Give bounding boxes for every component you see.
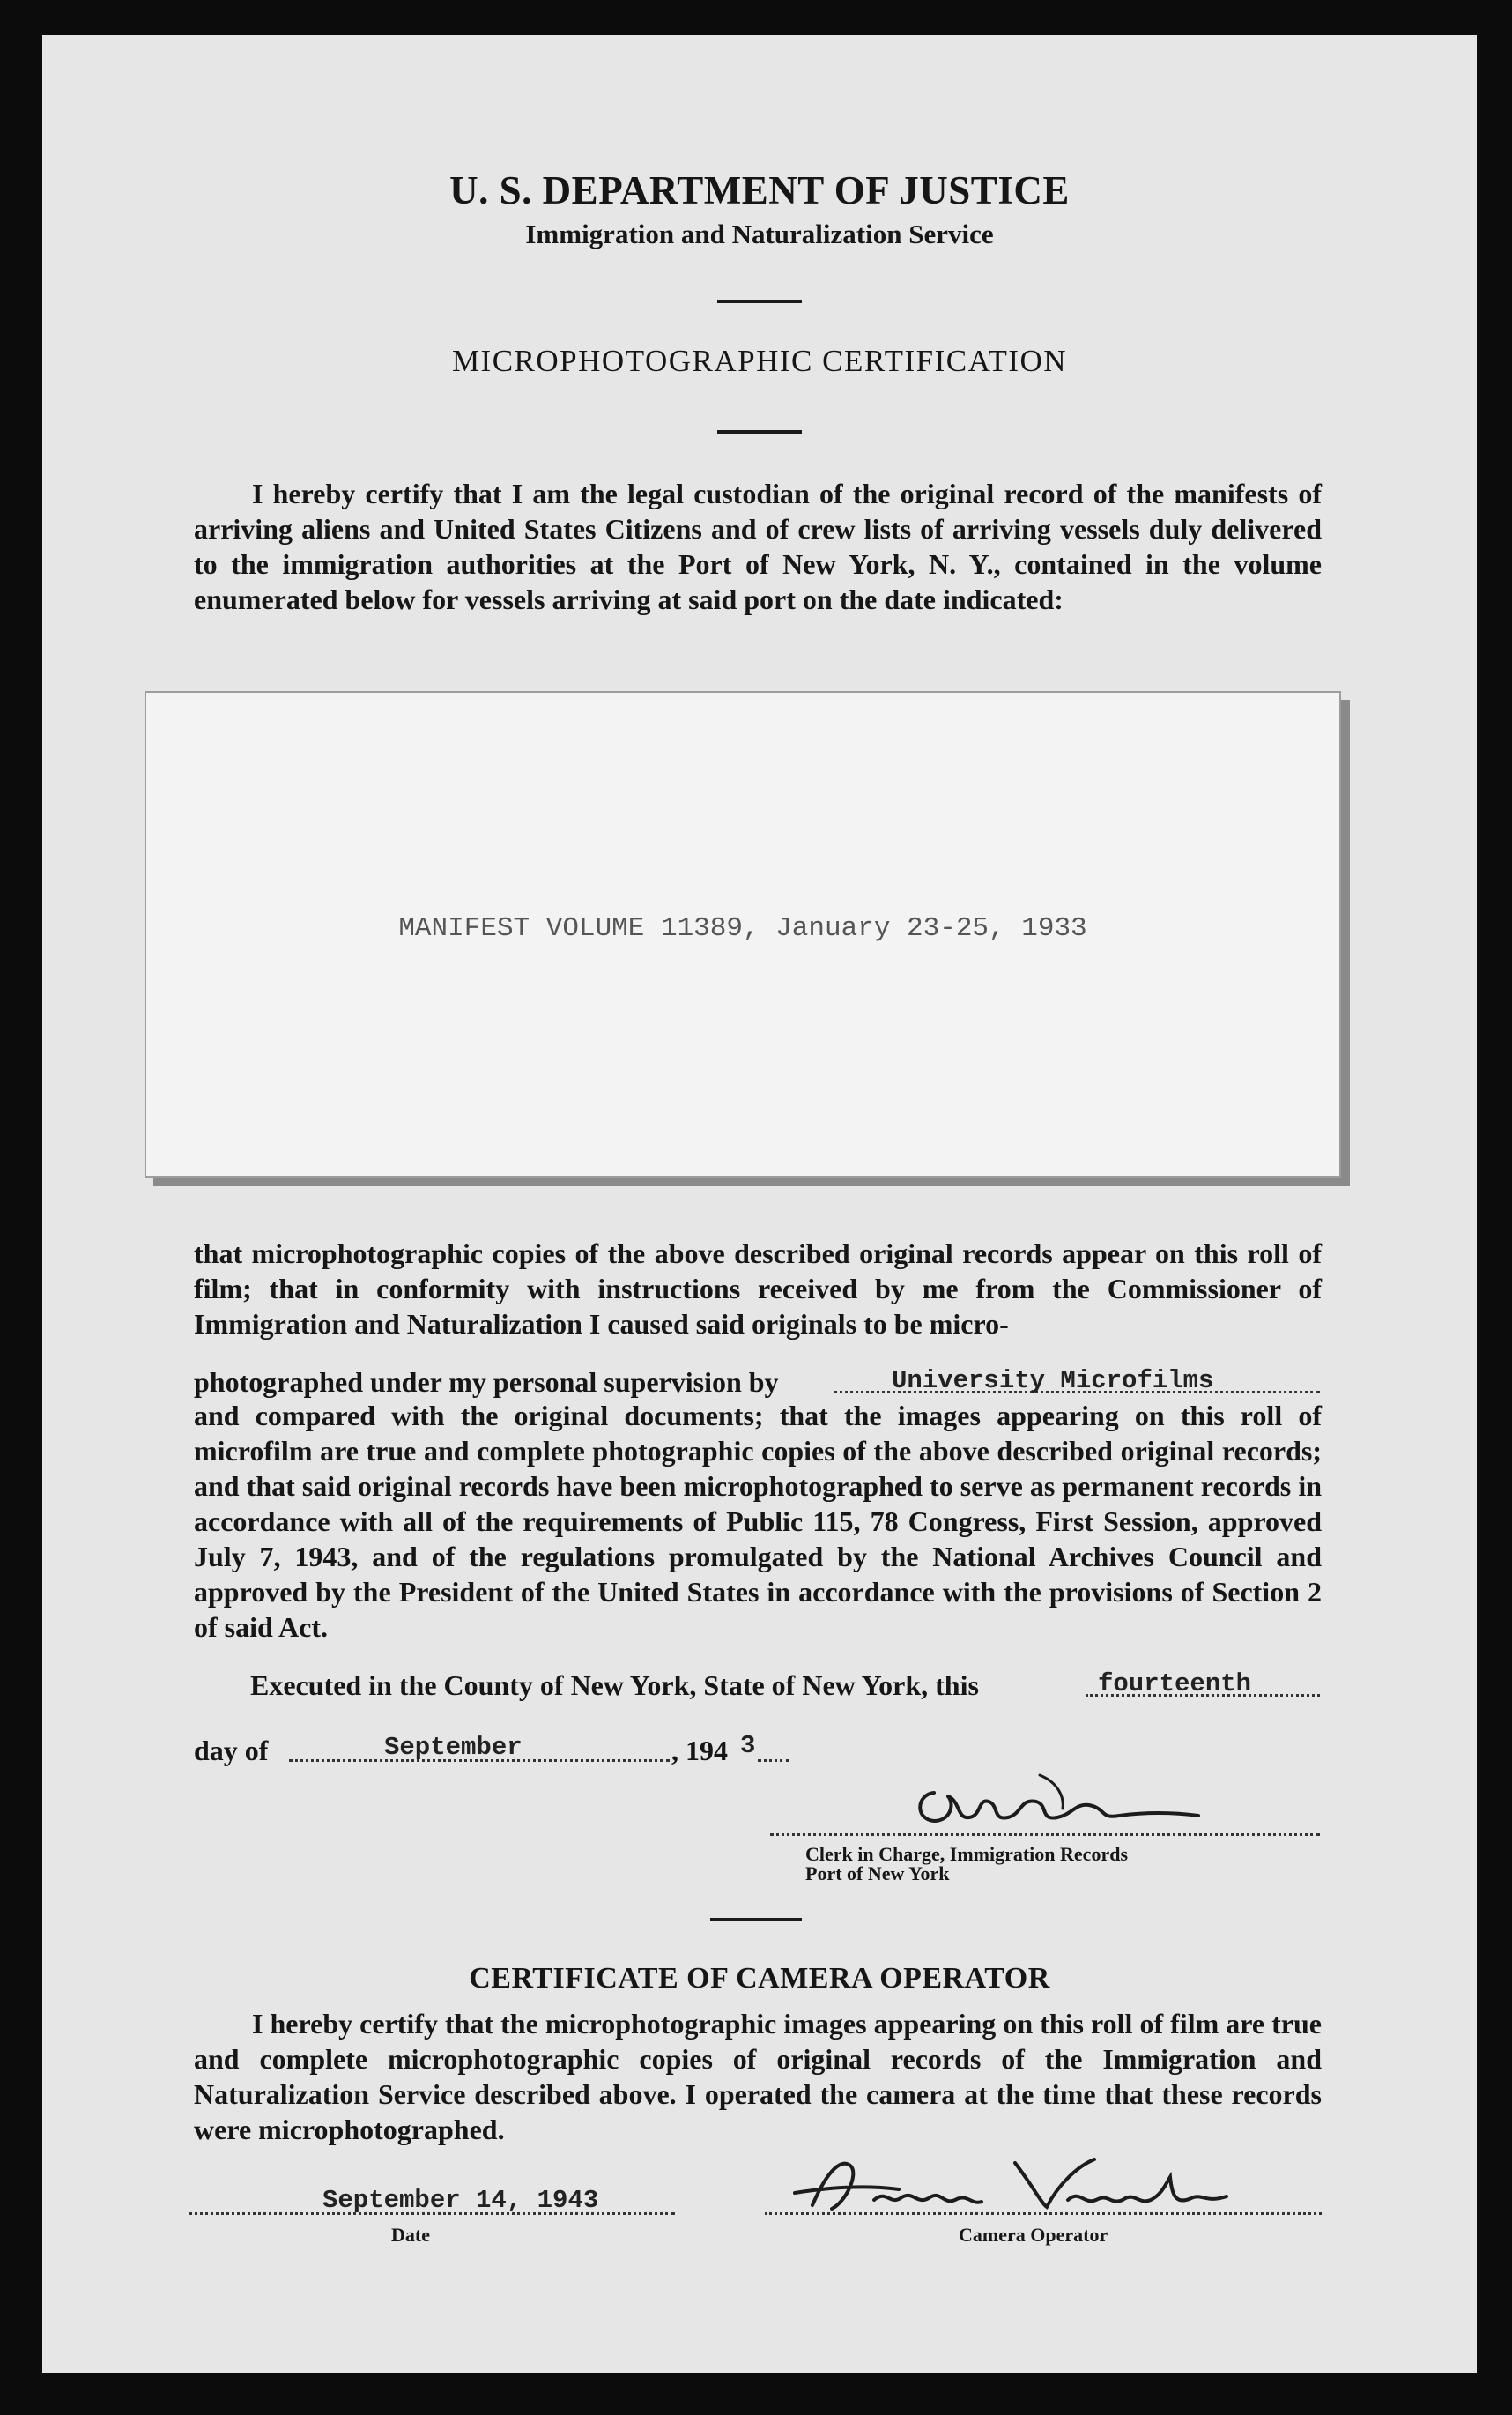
certification-title: MICROPHOTOGRAPHIC CERTIFICATION [451, 344, 1068, 378]
divider [710, 1918, 802, 1921]
clerk-title-line2: Port of New York [805, 1862, 950, 1884]
year-prefix: , 194 [671, 1735, 728, 1766]
photographed-by-label: photographed under my personal supervision by [194, 1366, 779, 1398]
certificate-page [42, 35, 1477, 2373]
camera-operator-label: Camera Operator [959, 2224, 1108, 2246]
certification-body-part2: and compared with the original documents; that the images appearing on this roll of microfilm are true and complete photographic copies of the above described original records; and that said original records have been microphotographed to serve as permanent records in accordance with all of the requirements of Public 115, 78 Congress, First Session, approved July 7, 1943, and of the regulations promulgated by the National Archives Council and approved by the President of the United States in accordance with the provisions of Section 2 of said Act. [194, 1400, 1322, 1643]
day-of-label: day of [194, 1735, 269, 1766]
manifest-volume-card [145, 691, 1341, 1178]
camera-operator-statement: I hereby certify that the microphotographic images appearing on this roll of film are true and complete microphotographic copies of original records of the Immigration and Naturalization Service described above. I operated the camera at the time that these records were microphotographed. [194, 2008, 1322, 2145]
intro-paragraph: I hereby certify that I am the legal custodian of the original record of the manifests of arriving aliens and United States Citizens and of crew lists of arriving vessels duly delivered to the immigration authorities at the Port of New York, N. Y., contained in the volume enumerated below for vessels arriving at said port on the date indicated: [194, 478, 1322, 615]
divider [717, 300, 802, 303]
camera-operator-signature [777, 2151, 1235, 2221]
manifest-volume-text: MANIFEST VOLUME 11389, January 23-25, 1933 [398, 913, 1087, 944]
year-suffix: 3 [740, 1731, 756, 1760]
clerk-signature-line [770, 1833, 1320, 1836]
year-field-line [758, 1759, 789, 1762]
operator-date-value: September 14, 1943 [322, 2186, 599, 2215]
department-heading: U. S. DEPARTMENT OF JUSTICE [449, 168, 1070, 212]
divider [717, 430, 802, 434]
service-subheading: Immigration and Naturalization Service [525, 219, 994, 249]
month-value: September [384, 1733, 523, 1762]
date-label: Date [391, 2224, 430, 2246]
camera-operator-signature-line [765, 2212, 1322, 2215]
executed-day-value: fourteenth [1098, 1669, 1252, 1698]
camera-operator-title: CERTIFICATE OF CAMERA OPERATOR [469, 1962, 1050, 1995]
clerk-title-line1: Clerk in Charge, Immigration Records [805, 1843, 1129, 1865]
photographed-by-value: University Microfilms [892, 1366, 1214, 1395]
executed-label: Executed in the County of New York, State of New York, this [250, 1669, 979, 1701]
certification-body-part1: that microphotographic copies of the above described original records appear on this roll of film; that in conformity with instructions received by me from the Commissioner of Immigration and Naturalization I caused said originals to be micro- [194, 1237, 1322, 1340]
